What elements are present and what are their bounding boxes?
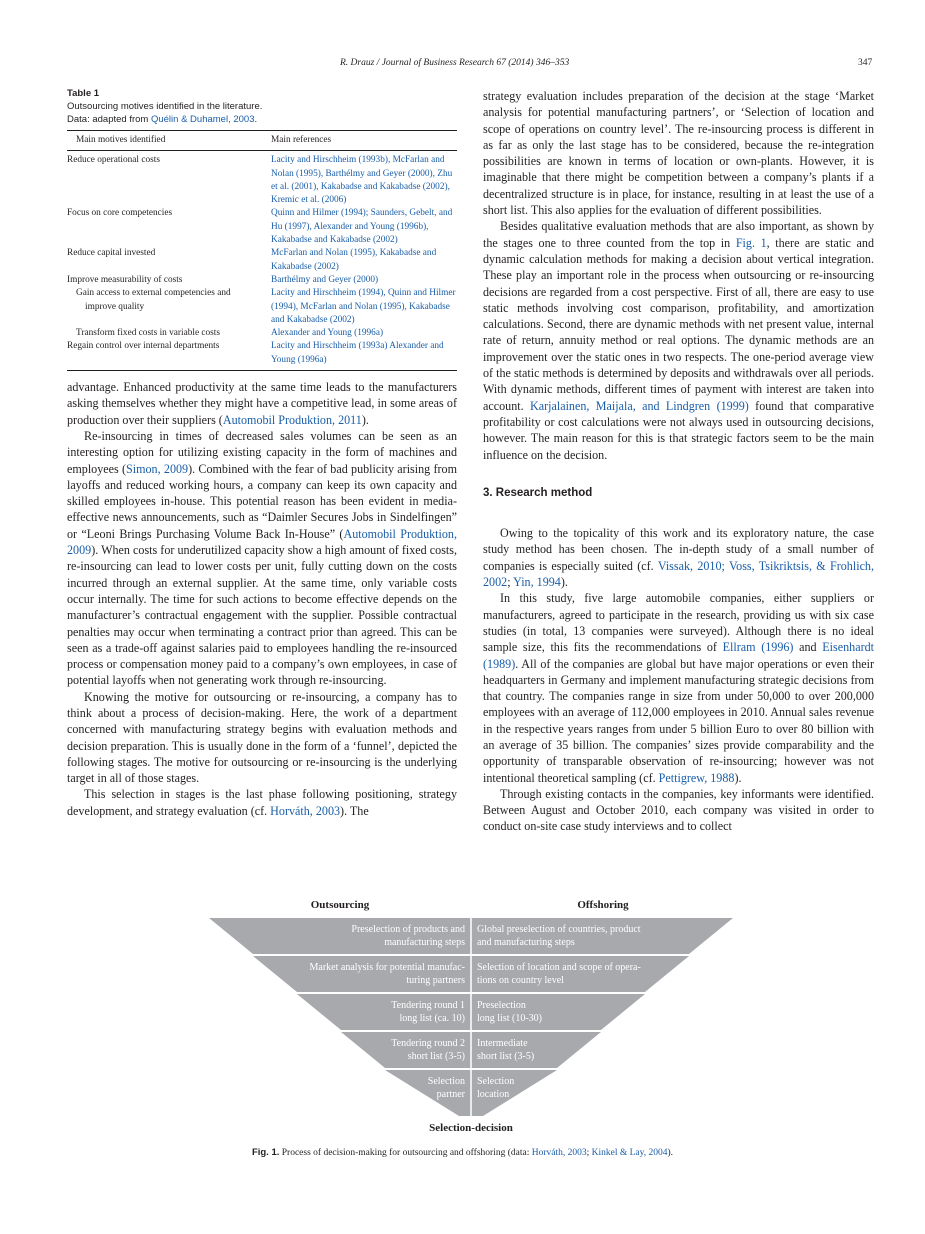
funnel-stage-label: long list (ca. 10) — [399, 1013, 465, 1024]
funnel-stage-label: and manufacturing steps — [477, 937, 575, 948]
funnel-stage-label: Preselection of products and — [351, 924, 465, 935]
citation-link[interactable]: Horváth, 2003 — [531, 1148, 587, 1158]
funnel-stage-label: manufacturing steps — [384, 937, 465, 948]
funnel-stage-label: short list (3-5) — [407, 1051, 465, 1062]
funnel-stage-label: Selection — [427, 1076, 465, 1087]
paragraph: Owing to the topicality of this work and its exploratory nature, the case study method has been chosen. The in-depth study of a small number of companies is especially suited (cf. Vissak, 2010; Voss, Tsikriktsis, & Frohlich, 2002; Yin, 1994). — [483, 526, 875, 590]
funnel-stage-label: turing partners — [406, 975, 465, 986]
motive-cell: Reduce capital invested — [67, 248, 156, 259]
motive-cell: Improve measurability of costs — [67, 274, 183, 285]
table-source-link[interactable]: Quélin & Duhamel, 2003 — [150, 114, 255, 125]
citation-link[interactable]: Simon, 2009 — [126, 461, 189, 476]
paragraph: strategy evaluation includes preparation of the decision at the stage ‘Market analysis for potential manufacturing partners’, or ‘Selection of location and scope of operations on country level’. The re-insourcing process is different in as far as only the last stage has to be considered, because the re-integration possibilities are known in terms of location or own-plants. However, it is imaginable that there might be competition between a company’s plants if a decentralized structure is in place, for instance, resulting in at least the use of a short list. This also applies for the evaluation of different possibilities. — [483, 89, 874, 218]
motive-cell: Focus on core competencies — [67, 208, 173, 219]
funnel-stage-label: Global preselection of countries, product — [477, 924, 641, 935]
funnel-stage-label: Intermediate — [477, 1038, 528, 1049]
funnel-stage-label: tions on country level — [477, 975, 564, 986]
selection-decision-label: Selection-decision — [429, 1122, 513, 1134]
citation-link[interactable]: Kinkel & Lay, 2004 — [591, 1148, 668, 1158]
motive-cell: Transform fixed costs in variable costs — [76, 328, 220, 339]
table-row — [67, 287, 457, 327]
references-cell[interactable]: Lacity and Hirschheim (1993a) Alexander and Young (1996a) — [271, 341, 444, 365]
funnel-stage-label: Tendering round 2 — [391, 1038, 465, 1049]
motives-table — [67, 130, 457, 371]
funnel-stage-label: Tendering round 1 — [391, 1000, 465, 1011]
column-header-references: Main references — [262, 131, 457, 151]
funnel-diagram — [207, 894, 737, 1142]
table-label: Table 1 — [67, 88, 100, 99]
references-cell[interactable]: Quinn and Hilmer (1994); Saunders, Gebelt, and Hu (1997), Alexander and Young (1996b), Kakabadse and Kakabadse (2002) — [271, 208, 453, 246]
page-number: 347 — [858, 58, 873, 68]
citation-link[interactable]: Ellram (1996) — [722, 640, 794, 655]
running-header — [0, 58, 925, 72]
table-row — [67, 247, 457, 274]
funnel-stage-label: long list (10-30) — [477, 1013, 542, 1024]
citation-link[interactable]: Pettigrew, 1988 — [658, 770, 735, 785]
figure-link[interactable]: Fig. 1 — [735, 235, 767, 250]
table-row — [67, 340, 457, 370]
funnel-bands — [209, 918, 733, 1116]
table-caption: Outsourcing motives identified in the literature. — [67, 101, 263, 112]
paragraph: Besides qualitative evaluation methods that are also important, as shown by the stages one to three counted from the top in Fig. 1, there are static and dynamic calculation methods for making a decision about vertical integration. These play an important role in the process when outsourcing or re-insourcing decisions are regarded from a cost perspective. First of all, there are easy to use static methods involving cost comparison, profitability, and amortization calculations. Second, there are dynamic methods with net present value, internal rate of return, annuity method or real options. The dynamic methods are an improvement over the static ones in two respects. The one-period average view of the static methods is determined by deposits and withdrawals over all periods. With dynamic methods, different times of payment with interest are taken into account. Karjalainen, Maijala, and Lindgren (1999) found that comparative profitability or cost calculations were not always used in outsourcing decisions, however. The main reason for this is that strategic factors seem to be the main influence on the decision. — [483, 219, 874, 462]
funnel-figure — [207, 894, 737, 1142]
citation-link[interactable]: Yin, 1994 — [513, 575, 561, 590]
table-row — [67, 207, 457, 247]
running-title: R. Drauz / Journal of Business Research 67 (2014) 346–353 — [340, 58, 570, 68]
citation-link[interactable]: Vissak, 2010; Voss, Tsikriktsis, & Frohlich, 2002 — [483, 558, 875, 590]
right-column — [483, 88, 874, 835]
table-source-note: Data: adapted from Quélin & Duhamel, 2003. — [67, 114, 258, 125]
funnel-stage-label: Selection — [477, 1076, 515, 1087]
funnel-stage-label: Preselection — [477, 1000, 526, 1011]
funnel-stage-label: partner — [436, 1089, 465, 1100]
citation-link[interactable]: Automobil Produktion, 2009 — [67, 526, 457, 558]
citation-link[interactable]: Eisenhardt (1989) — [483, 640, 874, 671]
paragraph: Re-insourcing in times of decreased sales volumes can be seen as an interesting option for utilizing existing capacity in the form of machines and employees (Simon, 2009). Combined with the fear of bad publicity arising from layoffs and reduced working hours, a company can keep its own capacity and skilled employees in-house. This potential reason has been evident in media-effective news announcements, such as “Daimler Secures Jobs in Sindelfingen” or “Leoni Brings Purchasing Volume Back In-House” (Automobil Produktion, 2009). When costs for underutilized capacity show a high amount of fixed costs, re-insourcing can lead to lower costs per unit, fully cutting down on the costs incurred through an external supplier. At the same time, only variable costs occur internally. The time for such actions to become effective depends on the manufacturer’s contractual engagement with the supplier. Possible contractual penalties may occur when terminating a contract prior than agreed. This can be seen as a trade-off against salaries paid to employees handling the re-insourced process or compensation money paid to a company’s own employees, in case of potential layoffs when not generating work through re-insourcing. — [67, 428, 457, 688]
right-body-text — [483, 88, 874, 835]
references-cell[interactable]: Lacity and Hirschheim (1994), Quinn and Hilmer (1994), McFarlan and Nolan (1995), Kakabadse and Kakabadse (2002) — [271, 288, 456, 325]
citation-link[interactable]: Automobil Produktion, 2011 — [222, 412, 362, 427]
motive-cell: Regain control over internal departments — [67, 341, 220, 352]
funnel-stage-label: location — [477, 1089, 510, 1100]
funnel-stage-label: short list (3-5) — [477, 1051, 535, 1062]
paragraph: This selection in stages is the last phase following positioning, strategy development, and strategy evaluation (cf. Horváth, 2003). The — [67, 787, 457, 818]
left-column — [67, 88, 457, 819]
references-cell[interactable]: Barthélmy and Geyer (2000) — [271, 274, 379, 285]
citation-link[interactable]: Karjalainen, Maijala, and Lindgren (1999) — [529, 398, 749, 413]
table-row — [67, 151, 457, 208]
section-heading: 3. Research method — [483, 486, 593, 499]
heading-offshoring: Offshoring — [577, 899, 629, 911]
references-cell[interactable]: McFarlan and Nolan (1995), Kakabadse and Kakabadse (2002) — [271, 248, 437, 272]
references-cell[interactable]: Alexander and Young (1996a) — [271, 328, 384, 339]
motive-cell: Gain access to external competencies and improve quality — [76, 288, 231, 312]
paragraph: In this study, five large automobile companies, either suppliers or manufacturers, agreed to participate in the research, providing us with six case studies (in total, 13 companies were surveyed). Although there is no ideal sample size, this fits the recommendations of Ellram (1996) and Eisenhardt (1989). All of the companies are global but have major operations or even their headquarters in Germany and implement manufacturing strategic decisions from that country. The companies range in size from under 50,000 to over 200,000 employees with an average of 112,000 employees in 2010. Annual sales revenue in the respective years ranges from under 5 billion Euro to over 80 billion with an average of 35 billion. The companies’ sizes provide comparability and the opportunity of transparable observation of re-insourcing; however was not intentional theoretical sampling (cf. Pettigrew, 1988). — [483, 591, 874, 785]
paragraph: Knowing the motive for outsourcing or re-insourcing, a company has to think about a process of decision-making. Here, the work of a department concerned with manufacturing strategy begins with evaluation methods and decision preparation. This is usually done in the form of a ‘funnel’, depicted the following stages. The motive for outsourcing or re-insourcing is the underlying target in all of those stages. — [67, 689, 457, 786]
left-body-text — [67, 379, 457, 819]
paragraph: advantage. Enhanced productivity at the same time leads to the manufacturers asking themselves whether they might have a competitive lead, in some areas of production over their suppliers (Automobil Produktion, 2011). — [67, 380, 457, 427]
table-row — [67, 274, 457, 287]
funnel-stage-label: Selection of location and scope of opera- — [477, 962, 641, 973]
citation-link[interactable]: Horváth, 2003 — [270, 803, 341, 818]
figure-caption: Fig. 1. Process of decision-making for outsourcing and offshoring (data: Horváth, 2003; Kinkel & Lay, 2004). — [251, 1147, 674, 1158]
table-row — [67, 327, 457, 340]
column-header-motive: Main motives identified — [67, 131, 262, 151]
motive-cell: Reduce operational costs — [67, 155, 160, 166]
references-cell[interactable]: Lacity and Hirschheim (1993b), McFarlan and Nolan (1995), Barthélmy and Geyer (2000), Zhu et al. (2001), Kakabadse and Kakabadse (2002), Kremic et al. (2006) — [271, 155, 453, 206]
heading-outsourcing: Outsourcing — [310, 899, 370, 911]
funnel-stage-label: Market analysis for potential manufac- — [309, 962, 465, 973]
paragraph: Through existing contacts in the companies, key informants were identified. Between August and October 2010, each company was visited in order to conduct on-site case study interviews and to collect — [483, 786, 874, 834]
